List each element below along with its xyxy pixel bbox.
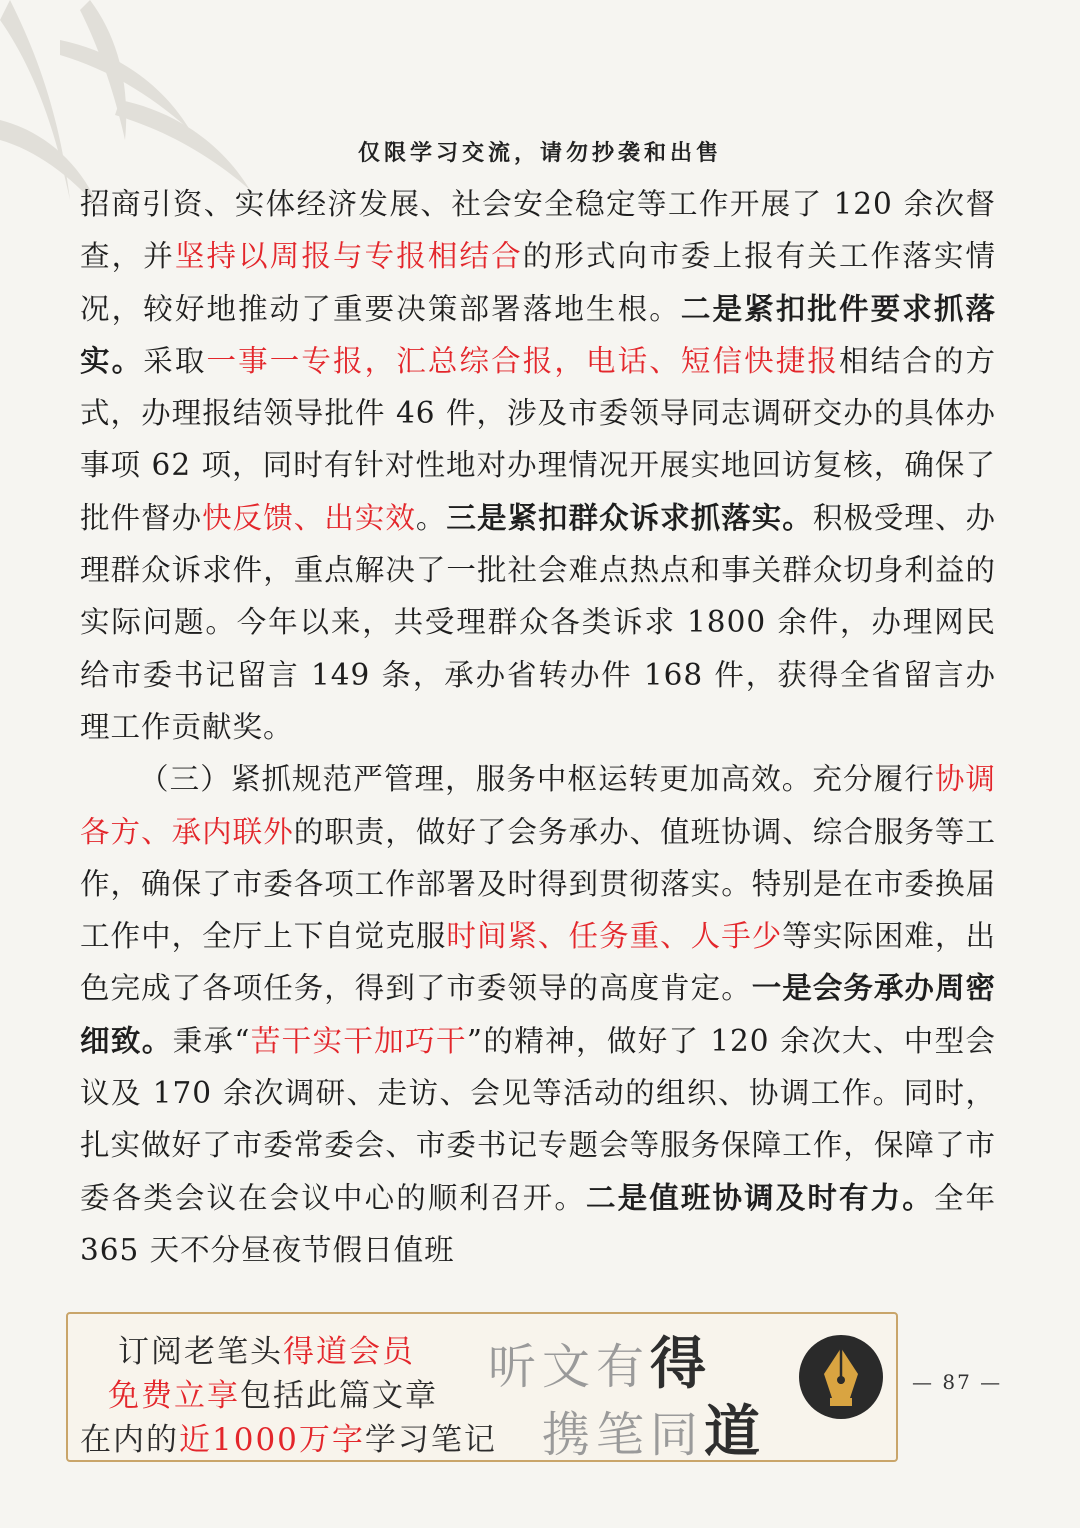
point-heading-bold: 二是值班协调及时有力。 — [585, 1179, 934, 1215]
highlight-red: 一事一专报，汇总综合报，电话、短信快捷报 — [206, 343, 839, 378]
text-run: 。 — [415, 500, 447, 535]
highlight-red: 快反馈、出实效 — [202, 500, 416, 535]
text-run: 等实际困难，出色完成了各项任务，得到了市委领导的高度肯定。 — [80, 919, 996, 1006]
slogan-emphasis: 道 — [704, 1399, 767, 1465]
promo-text: 学习笔记 — [364, 1422, 497, 1458]
promo-line-2 — [108, 1370, 438, 1415]
slogan-text: 听文有 — [488, 1339, 651, 1395]
page-header-notice: 仅限学习交流，请勿抄袭和出售 — [357, 140, 722, 166]
text-run: 的职责，做好了会务承办、值班协调、综合服务等工作，确保了市委各项工作部署及时得到贯彻落实。特别是在市委换届工作中，全厅上下自觉克服 — [80, 814, 996, 954]
article-body — [80, 178, 996, 1276]
promo-line-3 — [80, 1414, 497, 1459]
text-run: 全年 365 天不分昼夜节假日值班 — [80, 1180, 996, 1267]
highlight-red: 时间紧、任务重、人手少 — [446, 919, 783, 954]
text-run: 相结合的方式，办理报结领导批件 46 件，涉及市委领导同志调研交办的具体办事项 62 项，同时有针对性地对办理情况开展实地回访复核，确保了批件督办 — [80, 343, 996, 535]
promo-text: 订阅老笔头 — [118, 1334, 283, 1370]
subscription-promo-banner[interactable] — [66, 1312, 898, 1465]
point-heading-bold: 二是紧扣批件要求抓落实。 — [80, 290, 996, 378]
paragraph-continued — [80, 178, 996, 753]
text-run: 秉承“ — [172, 1023, 251, 1058]
paragraph-section-three — [80, 753, 996, 1276]
promo-text: 在内的 — [80, 1422, 179, 1458]
highlight-red: 苦干实干加巧干 — [250, 1023, 467, 1058]
promo-highlight: 立享 — [174, 1378, 240, 1414]
text-run: 积极受理、办理群众诉求件，重点解决了一批社会难点热点和事关群众切身利益的实际问题。今年以来，共受理群众各类诉求 1800 余件，办理网民给市委书记留言 149 条，承办省转办件 168 件，获得全省留言办理工作贡献奖。 — [80, 500, 996, 744]
promo-highlight: 得道会员 — [283, 1334, 415, 1370]
text-run: ”的精神，做好了 120 余次大、中型会议及 170 余次调研、走访、会见等活动的组织、协调工作。同时，扎实做好了市委常委会、市委书记专题会等服务保障工作，保障了市委各类会议在会议中心的顺利召开。 — [80, 1023, 996, 1215]
highlight-red: 协调各方、承内联外 — [80, 762, 996, 849]
text-run: 采取 — [143, 343, 207, 378]
point-heading-bold: 一是会务承办周密细致。 — [80, 970, 996, 1058]
promo-text: 包括此篇文章 — [240, 1378, 438, 1414]
promo-highlight: 免费 — [108, 1378, 174, 1414]
promo-highlight: 近1000万字 — [179, 1422, 365, 1458]
promo-line-1 — [118, 1326, 415, 1371]
slogan-emphasis: 得 — [650, 1331, 713, 1397]
point-heading-bold: 三是紧扣群众诉求抓落实。 — [446, 499, 813, 535]
text-run: （三）紧抓规范严管理，服务中枢运转更加高效。充分履行 — [139, 762, 935, 797]
text-run: 招商引资、实体经济发展、社会安全稳定等工作开展了 120 余次督查，并 — [80, 187, 996, 274]
page-number: — 87 — — [912, 1370, 1003, 1394]
text-run: 的形式向市委上报有关工作落实情况，较好地推动了重要决策部署落地生根。 — [80, 239, 996, 326]
highlight-red: 坚持以周报与专报相结合 — [174, 239, 523, 274]
slogan-text: 携笔同 — [542, 1407, 705, 1463]
promo-slogan-2 — [542, 1388, 766, 1468]
fountain-pen-nib-icon — [798, 1334, 884, 1420]
